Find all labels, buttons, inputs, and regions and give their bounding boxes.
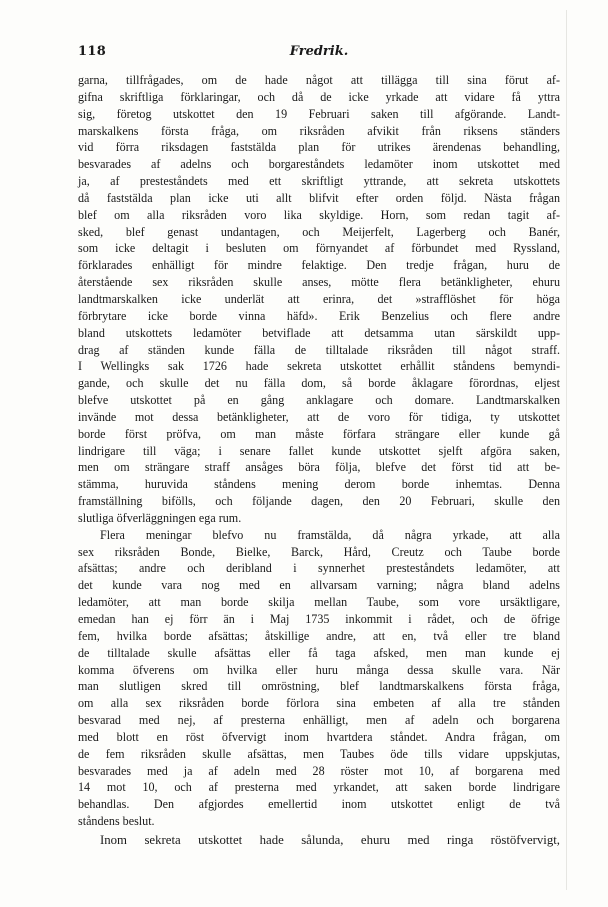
body-text [78,72,560,849]
page-edge-shadow [566,10,567,890]
text-line: lindrigare till väga; i senare fallet kunde utskottet sjelft afgöra saken, [78,443,560,458]
paragraph-end-line: slutliga öfverläggningen ega rum. [78,510,242,525]
text-line: fem, hvilka borde afsättas; åtskillige andre, att en, två eller tre bland [78,628,560,643]
text-line: emedan han ej förr än i Maj 1735 inkommit i rådet, och de öfrige [78,612,560,626]
text-line: sked, blef genast undantagen, och Meijerfelt, Lagerberg och Banér, [78,224,560,239]
paragraph-end-line: ståndens beslut. [78,814,155,829]
text-line: invände mot dessa betänkligheter, att de voro för tidiga, ty utskottet [78,409,560,424]
text-line: vid förra riksdagen faststälda plan för utrikes ärendenas behandling, [78,140,560,155]
text-line: behandlas. Den afgjordes emellertid inom utskottet enligt de två [78,797,560,812]
text-line: afsättas; andre och deribland i synnerhet presteståndets ledamöter, att [78,561,560,576]
text-line: de fem riksråden skulle afsättas, men Taubes öde tills vidare uppskjutas, [78,746,560,761]
text-line: besvarad med nej, af presterna enhälligt, men af adeln och borgarena [78,713,560,728]
text-line: ja, af presteståndets med ett skriftligt yttrande, att sekreta utskottets [78,174,560,189]
paragraph-start-line: Inom sekreta utskottet hade sålunda, ehuru med ringa röstöfvervigt, [100,832,560,847]
text-line: förklarades enhälligt för mindre felaktige. Den tredje frågan, huru de [78,258,560,273]
text-line: landtmarskalken icke underlät att erinra, det »strafflöshet för höga [78,291,560,306]
text-line: blefve utskottet på en gång anklagare och domare. Landtmarskalken [78,393,560,408]
text-line: men om strängare straff ansåges böra följa, blefve det först tid att be- [78,460,560,475]
text-line: sex riksråden Bonde, Bielke, Barck, Hård, Creutz och Taube borde [78,544,560,559]
text-line: framställning bifölls, och följande dagen, den 20 Februari, skulle den [78,494,560,509]
text-line: då faststälda plan icke uti allt blifvit efter orden följd. Nästa frågan [78,190,560,205]
paragraph-start-line: Flera meningar blefvo nu framstälda, då några yrkade, att alla [100,527,560,542]
text-line: som icke deltagit i besluten om förnyandet af förbundet med Ryssland, [78,241,560,256]
text-line: om alla sex riksråden borde förlora sina embeten af alla tre stånden [78,696,560,711]
text-line: drag af ständen kunde fälla de tilltalade riksråden till något straff. [78,342,560,357]
text-line: 14 mot 10, och af presterna med yrkandet, att saken borde lindrigare [78,780,560,795]
text-line: det kunde vara nog med en allvarsam varning; några bland adelns [78,578,560,593]
text-line: besvarades med ja af adeln med 28 röster mot 10, af borgarena med [78,763,560,778]
text-line: ledamöter, att man borde skilja mellan Taube, som vore ursäktligare, [78,595,560,610]
text-line: komma öfverens om hvilka eller huru många dessa skulle vara. När [78,662,560,677]
text-line: besvarades af adelns och borgareståndets ledamöter inom utskottet med [78,157,560,172]
text-line: blef om alla riksråden voro lika skyldige. Horn, som redan tagit af- [78,207,560,222]
text-line: borde först pröfva, om man måste förfara strängare eller kunde gå [78,426,560,441]
text-line: garna, tillfrågades, om de hade något att tillägga till sina förut af- [78,73,560,87]
text-line: marskalkens första fråga, om riksråden afvikit från riksens ständers [78,123,560,138]
page-header [78,44,560,62]
running-head: Fredrik. [289,44,349,59]
text-line: de tilltalade skulle afsättas eller få taga afsked, men man kunde ej [78,645,560,660]
text-line: stämma, huruvida ståndens mening derom borde inhemtas. Denna [78,477,560,492]
text-line: förbrytare icke borde vinna häfd». Erik Benzelius och flere andre [78,308,560,323]
page-number: 118 [78,44,107,59]
text-line: man slutligen skred till omröstning, blef landtmarskalkens första fråga, [78,679,560,694]
text-line: återstående sex riksråden skulle anses, mötte flera betänkligheter, ehuru [78,275,560,290]
text-line: sig, företog utskottet den 19 Februari saken till afgörande. Landt- [78,106,560,121]
text-line: gifna skriftliga förklaringar, och då de icke yrkade att vidare få yttra [78,89,560,104]
text-line: I Wellingks sak 1726 hade sekreta utskottet erhållit ståndens bemyndi- [78,359,560,374]
text-line: bland utskottets ledamöter betviflade att detsamma utan särskildt upp- [78,325,560,340]
text-line: med blott en röst öfvervigt inom hvartdera ståndet. Andra frågan, om [78,729,560,744]
text-line: gande, och skulle det nu fälla dom, så borde åklagare förordnas, eljest [78,376,560,391]
